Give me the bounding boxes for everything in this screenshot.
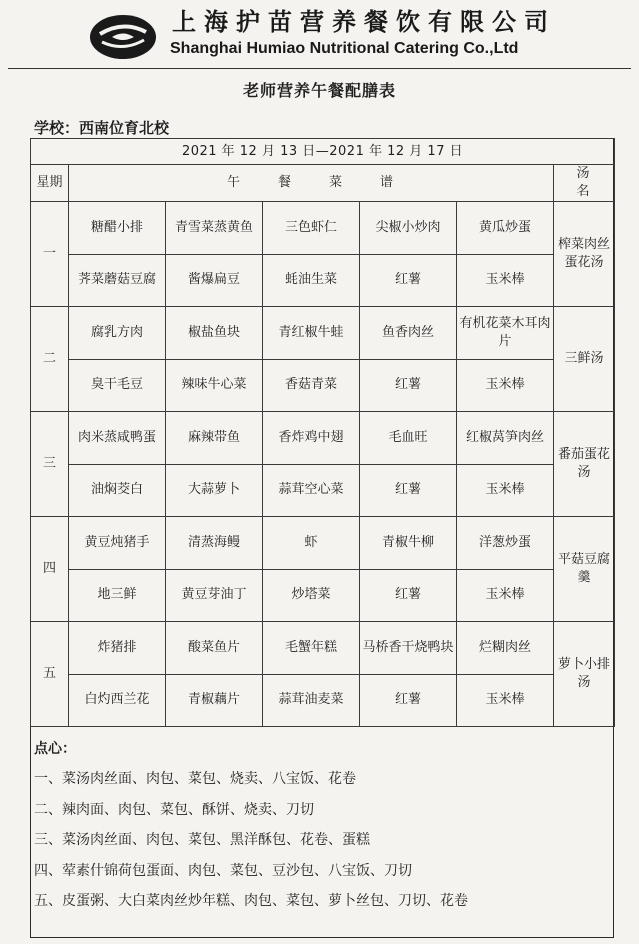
dish-cell: 黄瓜炒蛋 xyxy=(457,202,554,255)
dish-cell: 炸猪排 xyxy=(69,622,166,675)
dish-cell: 肉米蒸咸鸭蛋 xyxy=(69,412,166,465)
day-label: 二 xyxy=(31,307,69,412)
dish-cell: 油焖茭白 xyxy=(69,464,166,517)
dish-cell: 糖醋小排 xyxy=(69,202,166,255)
snack-line: 一、菜汤肉丝面、肉包、菜包、烧卖、八宝饭、花卷 xyxy=(34,771,356,787)
table-row xyxy=(31,359,615,412)
dish-cell: 蒜茸空心菜 xyxy=(263,464,360,517)
dish-cell: 烂糊肉丝 xyxy=(457,622,554,675)
dish-cell: 清蒸海鳗 xyxy=(166,517,263,570)
snack-line: 五、皮蛋粥、大白菜肉丝炒年糕、肉包、菜包、萝卜丝包、刀切、花卷 xyxy=(34,893,468,909)
day-label: 四 xyxy=(31,517,69,622)
company-name-en: Shanghai Humiao Nutritional Catering Co.,Ltd xyxy=(170,40,519,57)
soup-cell: 平菇豆腐羹 xyxy=(554,517,615,622)
dish-cell: 红椒莴笋肉丝 xyxy=(457,412,554,465)
dish-cell: 红薯 xyxy=(360,254,457,307)
day-label: 三 xyxy=(31,412,69,517)
dish-cell: 蒜茸油麦菜 xyxy=(263,674,360,727)
dish-cell: 白灼西兰花 xyxy=(69,674,166,727)
dish-cell: 辣味牛心菜 xyxy=(166,359,263,412)
table-row xyxy=(31,254,615,307)
dish-cell: 臭干毛豆 xyxy=(69,359,166,412)
dish-cell: 红薯 xyxy=(360,464,457,517)
header-meal: 午餐菜谱 xyxy=(69,165,554,202)
dish-cell: 玉米棒 xyxy=(457,674,554,727)
company-name-cn: 上海护苗营养餐饮有限公司 xyxy=(172,7,556,36)
table-header-row xyxy=(31,165,615,202)
dish-cell: 尖椒小炒肉 xyxy=(360,202,457,255)
dish-cell: 马桥香干烧鸭块 xyxy=(360,622,457,675)
soup-cell: 三鲜汤 xyxy=(554,307,615,412)
snack-line: 四、荤素什锦荷包蛋面、肉包、菜包、豆沙包、八宝饭、刀切 xyxy=(34,862,412,879)
snack-line: 二、辣肉面、肉包、菜包、酥饼、烧卖、刀切 xyxy=(34,801,314,818)
dish-cell: 香菇青菜 xyxy=(263,359,360,412)
dish-cell: 红薯 xyxy=(360,569,457,622)
dish-cell: 毛血旺 xyxy=(360,412,457,465)
soup-cell: 萝卜小排汤 xyxy=(554,622,615,727)
dish-cell: 青雪菜蒸黄鱼 xyxy=(166,202,263,255)
document-title: 老师营养午餐配膳表 xyxy=(242,81,396,100)
table-row xyxy=(31,674,615,727)
table-row xyxy=(31,307,615,360)
school-name: 学校：西南位育北校 xyxy=(34,119,170,137)
dish-cell: 虾 xyxy=(263,517,360,570)
dish-cell: 有机花菜木耳肉片 xyxy=(457,307,554,360)
dish-cell: 玉米棒 xyxy=(457,569,554,622)
table-row xyxy=(31,412,615,465)
dish-cell: 黄豆芽油丁 xyxy=(166,569,263,622)
dish-cell: 青椒藕片 xyxy=(166,674,263,727)
dish-cell: 地三鲜 xyxy=(69,569,166,622)
dish-cell: 腐乳方肉 xyxy=(69,307,166,360)
dish-cell: 玉米棒 xyxy=(457,254,554,307)
dish-cell: 大蒜萝卜 xyxy=(166,464,263,517)
table-row xyxy=(31,622,615,675)
snacks-section xyxy=(34,738,604,921)
header-divider xyxy=(8,68,631,69)
dish-cell: 三色虾仁 xyxy=(263,202,360,255)
table-row xyxy=(31,202,615,255)
date-range-row xyxy=(31,139,615,165)
dish-cell: 蚝油生菜 xyxy=(263,254,360,307)
dish-cell: 鱼香肉丝 xyxy=(360,307,457,360)
soup-cell: 榨菜肉丝蛋花汤 xyxy=(554,202,615,307)
dish-cell: 椒盐鱼块 xyxy=(166,307,263,360)
dish-cell: 玉米棒 xyxy=(457,359,554,412)
dish-cell: 红薯 xyxy=(360,674,457,727)
dish-cell: 洋葱炒蛋 xyxy=(457,517,554,570)
table-row xyxy=(31,569,615,622)
snack-line: 三、菜汤肉丝面、肉包、菜包、黑洋酥包、花卷、蛋糕 xyxy=(34,832,370,848)
dish-cell: 青椒牛柳 xyxy=(360,517,457,570)
dish-cell: 黄豆炖猪手 xyxy=(69,517,166,570)
dish-cell: 玉米棒 xyxy=(457,464,554,517)
table-row xyxy=(31,464,615,517)
dish-cell: 香炸鸡中翅 xyxy=(263,412,360,465)
dish-cell: 红薯 xyxy=(360,359,457,412)
company-logo-icon xyxy=(88,12,158,62)
date-range: 2021 年 12 月 13 日—2021 年 12 月 17 日 xyxy=(31,139,615,165)
menu-table xyxy=(30,138,615,727)
dish-cell: 青红椒牛蛙 xyxy=(263,307,360,360)
dish-cell: 酸菜鱼片 xyxy=(166,622,263,675)
dish-cell: 炒塔菜 xyxy=(263,569,360,622)
dish-cell: 酱爆扁豆 xyxy=(166,254,263,307)
dish-cell: 麻辣带鱼 xyxy=(166,412,263,465)
header-soup: 汤名 xyxy=(554,165,615,202)
dish-cell: 荠菜蘑菇豆腐 xyxy=(69,254,166,307)
header-day: 星期 xyxy=(31,165,69,202)
table-row xyxy=(31,517,615,570)
day-label: 一 xyxy=(31,202,69,307)
soup-cell: 番茄蛋花汤 xyxy=(554,412,615,517)
dish-cell: 毛蟹年糕 xyxy=(263,622,360,675)
snacks-title: 点心： xyxy=(34,741,76,757)
day-label: 五 xyxy=(31,622,69,727)
